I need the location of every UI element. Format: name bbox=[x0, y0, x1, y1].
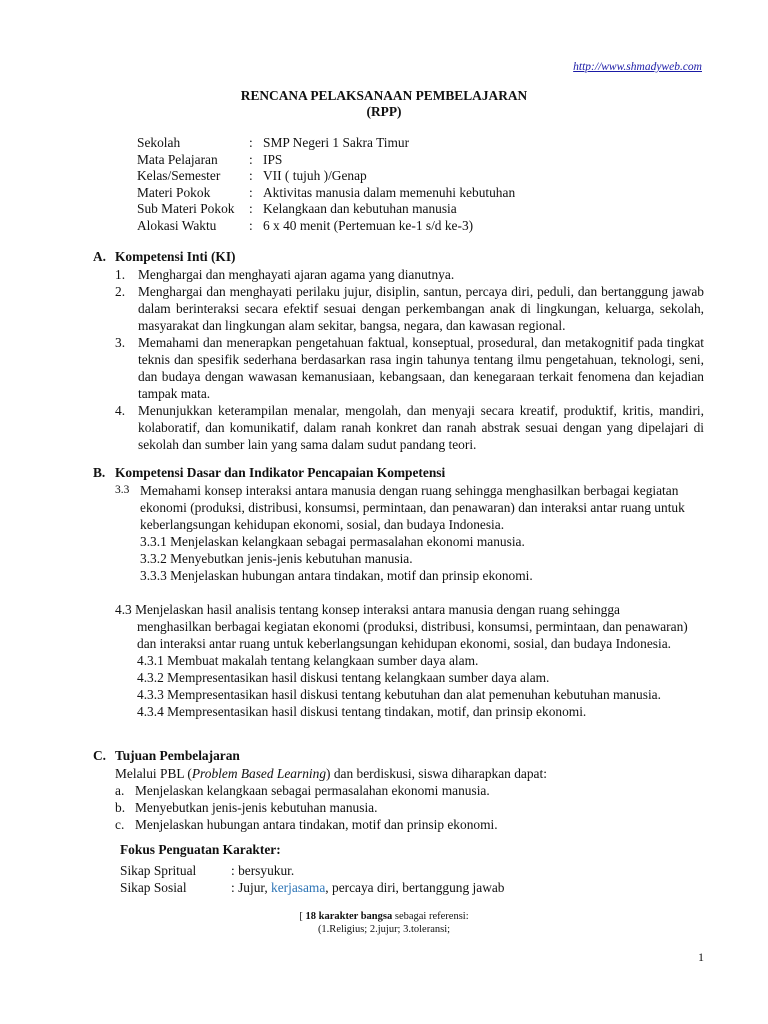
identity-value: Aktivitas manusia dalam memenuhi kebutuhan bbox=[263, 184, 516, 200]
section-c-heading bbox=[93, 747, 240, 764]
identity-colon: : bbox=[249, 168, 253, 183]
section-title: Tujuan Pembelajaran bbox=[115, 748, 240, 763]
highlight-word: kerjasama bbox=[271, 880, 326, 895]
kompetensi-dasar-3-3 bbox=[115, 482, 704, 584]
item-letter: a. bbox=[115, 783, 125, 798]
kompetensi-inti-list bbox=[115, 266, 704, 453]
section-a-heading bbox=[93, 248, 236, 265]
identity-value: VII ( tujuh )/Genap bbox=[263, 168, 367, 183]
indicator-item: 4.3.1 Membuat makalah tentang kelangkaan sumber daya alam. bbox=[137, 653, 479, 668]
item-number: 3. bbox=[115, 335, 126, 350]
kd-continuation: menghasilkan berbagai kegiatan ekonomi (produksi, distribusi, konsumsi, permintaan, dan penawaran) dan interaksi antar ruang untuk keberlangsungan kehidupan ekonomi, sosial, dan budaya Indonesia. bbox=[137, 619, 688, 651]
item-letter: c. bbox=[115, 817, 125, 832]
karakter-note bbox=[0, 910, 768, 936]
list-item bbox=[115, 402, 704, 453]
identity-label: Mata Pelajaran bbox=[137, 151, 218, 167]
list-item bbox=[115, 266, 704, 283]
list-item bbox=[115, 283, 704, 334]
sikap-table bbox=[120, 862, 505, 896]
section-title: Kompetensi Dasar dan Indikator Pencapaian Kompetensi bbox=[115, 465, 446, 480]
identity-row bbox=[137, 200, 515, 217]
note-line-1 bbox=[0, 910, 768, 923]
section-letter: B. bbox=[93, 465, 106, 480]
kd-text: Memahami konsep interaksi antara manusia dengan ruang sehingga menghasilkan berbagai kegiatan ekonomi (produksi, distribusi, konsumsi, permintaan, dan penawaran) dan interaksi antar ruang untuk keberlangsungan kehidupan ekonomi, sosial, dan budaya Indonesia. bbox=[140, 483, 685, 532]
kompetensi-dasar-4-3 bbox=[115, 601, 704, 720]
sikap-label: Sikap Sosial bbox=[120, 880, 187, 895]
item-text: Menjelaskan kelangkaan sebagai permasalahan ekonomi manusia. bbox=[135, 783, 490, 798]
title-line-1: RENCANA PELAKSANAAN PEMBELAJARAN bbox=[240, 88, 528, 103]
tujuan-intro bbox=[115, 765, 704, 782]
item-number: 1. bbox=[115, 267, 126, 282]
item-text: Menunjukkan keterampilan menalar, mengolah, dan menyaji secara kreatif, produktif, kritis, mandiri, kolaboratif, dan komunikatif, dalam ranah konkret dan ranah abstrak sesuai dengan yang dipelajari di sekolah dan sumber lain yang sama dalam sudut pandang teori. bbox=[138, 403, 704, 452]
intro-italic: Problem Based Learning bbox=[191, 766, 327, 781]
identity-row bbox=[137, 134, 515, 151]
list-item bbox=[115, 782, 704, 799]
identity-value: Kelangkaan dan kebutuhan manusia bbox=[263, 201, 457, 216]
indicator-item: 4.3.4 Mempresentasikan hasil diskusi tentang tindakan, motif, dan prinsip ekonomi. bbox=[137, 704, 587, 719]
indicator-item: 4.3.2 Mempresentasikan hasil diskusi tentang kelangkaan sumber daya alam. bbox=[137, 670, 550, 685]
sikap-value: : bersyukur. bbox=[231, 863, 295, 878]
item-number: 4. bbox=[115, 403, 126, 418]
note-line-2: (1.Religius; 2.jujur; 3.toleransi; bbox=[317, 924, 451, 935]
identity-label: Sub Materi Pokok bbox=[137, 201, 235, 216]
tujuan-list bbox=[115, 765, 704, 833]
header-url-link[interactable]: http://www.shmadyweb.com bbox=[573, 61, 702, 73]
intro-text: Melalui PBL ( bbox=[115, 766, 192, 781]
indicator-item: 3.3.2 Menyebutkan jenis-jenis kebutuhan manusia. bbox=[140, 551, 413, 566]
item-text: Menyebutkan jenis-jenis kebutuhan manusia. bbox=[135, 800, 378, 815]
section-letter: C. bbox=[93, 748, 107, 763]
title-line-2: (RPP) bbox=[366, 104, 402, 119]
page-number: 1 bbox=[698, 950, 704, 964]
identity-value: SMP Negeri 1 Sakra Timur bbox=[263, 135, 410, 150]
identity-colon: : bbox=[249, 184, 253, 200]
identity-row bbox=[137, 167, 515, 184]
identity-value: IPS bbox=[263, 151, 283, 167]
indicator-list bbox=[115, 652, 704, 720]
identity-table bbox=[137, 134, 515, 233]
document-title bbox=[0, 88, 768, 120]
sikap-row bbox=[120, 879, 505, 896]
item-number: 2. bbox=[115, 284, 126, 299]
note-rest: sebagai referensi: bbox=[392, 911, 469, 922]
indicator-list bbox=[115, 533, 704, 584]
sikap-row bbox=[120, 862, 505, 879]
section-title: Kompetensi Inti (KI) bbox=[115, 249, 236, 264]
identity-label: Alokasi Waktu bbox=[137, 217, 217, 233]
fokus-heading: Fokus Penguatan Karakter: bbox=[120, 842, 281, 857]
identity-row bbox=[137, 217, 515, 234]
list-item bbox=[115, 334, 704, 402]
identity-colon: : bbox=[249, 151, 253, 167]
sikap-suffix: , percaya diri, bertanggung jawab bbox=[325, 880, 505, 895]
list-item bbox=[115, 816, 704, 833]
sikap-value bbox=[231, 879, 505, 896]
item-text: Menjelaskan hubungan antara tindakan, motif dan prinsip ekonomi. bbox=[135, 817, 498, 832]
identity-row bbox=[137, 184, 515, 201]
identity-value: 6 x 40 menit (Pertemuan ke-1 s/d ke-3) bbox=[263, 217, 474, 233]
intro-text-end: ) dan berdiskusi, siswa diharapkan dapat: bbox=[326, 766, 547, 781]
item-letter: b. bbox=[115, 800, 126, 815]
section-letter: A. bbox=[93, 249, 107, 264]
sikap-prefix: : Jujur, bbox=[231, 880, 272, 895]
item-text: Memahami dan menerapkan pengetahuan faktual, konseptual, prosedural, dan metakognitif pada tingkat teknis dan spesifik sederhana berdasarkan rasa ingin tahunya tentang ilmu pengetahuan, teknologi, seni, dan budaya dengan wawasan kemanusiaan, kebangsaan, dan kenegaraan terkait fenomena dan kejadian tampak mata. bbox=[138, 335, 704, 401]
identity-label: Sekolah bbox=[137, 135, 181, 150]
item-text: Menghargai dan menghayati perilaku jujur, disiplin, santun, percaya diri, peduli, dan bertanggung jawab dalam berinteraksi secara efektif sesuai dengan perkembangan anak di lingkungan, keluarga, sekolah, masyarakat dan lingkungan alam sekitar, bangsa, negara, dan kawasan regional. bbox=[138, 284, 704, 333]
identity-colon: : bbox=[249, 217, 253, 233]
sikap-label: Sikap Spritual bbox=[120, 863, 197, 878]
note-open: [ bbox=[299, 911, 306, 922]
item-text: Menghargai dan menghayati ajaran agama yang dianutnya. bbox=[138, 267, 455, 282]
identity-row bbox=[137, 151, 515, 168]
section-b-heading bbox=[93, 464, 445, 481]
kd-first-line: 4.3 Menjelaskan hasil analisis tentang konsep interaksi antara manusia dengan ruang sehingga bbox=[115, 602, 620, 617]
note-bold: 18 karakter bangsa bbox=[305, 911, 393, 922]
list-item bbox=[115, 799, 704, 816]
indicator-item: 4.3.3 Mempresentasikan hasil diskusi tentang kebutuhan dan alat pemenuhan kebutuhan manusia. bbox=[137, 687, 661, 702]
kd-number: 3.3 bbox=[115, 484, 130, 496]
identity-label: Materi Pokok bbox=[137, 184, 211, 200]
indicator-item: 3.3.3 Menjelaskan hubungan antara tindakan, motif dan prinsip ekonomi. bbox=[140, 568, 533, 583]
identity-label: Kelas/Semester bbox=[137, 168, 221, 183]
identity-colon: : bbox=[249, 135, 253, 150]
kd-main bbox=[115, 482, 704, 533]
identity-colon: : bbox=[249, 201, 253, 216]
indicator-item: 3.3.1 Menjelaskan kelangkaan sebagai permasalahan ekonomi manusia. bbox=[140, 534, 525, 549]
